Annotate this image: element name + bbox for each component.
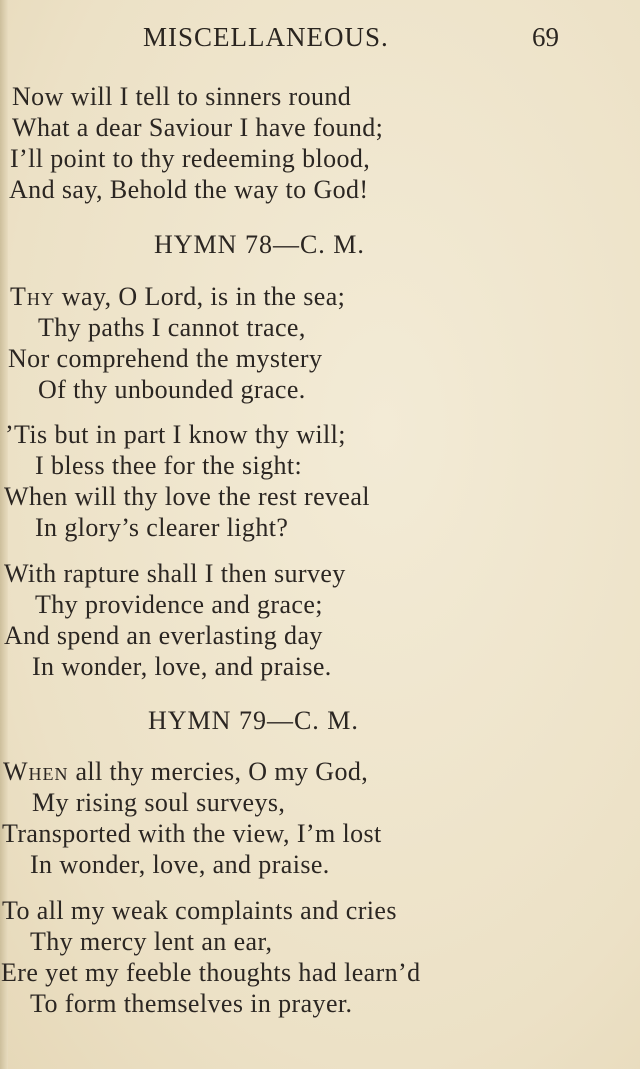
hymn-78-title: HYMN 78—C. M. <box>154 230 365 259</box>
verse-line: Thy providence and grace; <box>35 590 323 619</box>
running-head: MISCELLANEOUS. <box>143 22 389 52</box>
verse-line: Thy paths I cannot trace, <box>38 313 306 342</box>
line-rest: way, O Lord, is in the sea; <box>54 282 346 311</box>
verse-line: With rapture shall I then survey <box>4 559 346 588</box>
page-header <box>0 22 640 56</box>
verse-line: I’ll point to thy redeeming blood, <box>10 144 371 173</box>
verse-line: In glory’s clearer light? <box>35 513 289 542</box>
verse-line: My rising soul surveys, <box>32 788 286 817</box>
verse-line: Of thy unbounded grace. <box>38 375 306 404</box>
verse-line: Nor comprehend the mystery <box>8 344 323 373</box>
verse-line: I bless thee for the sight: <box>35 451 303 480</box>
verse-line: What a dear Saviour I have found; <box>12 113 384 142</box>
verse-line: To all my weak complaints and cries <box>2 896 397 925</box>
page-number: 69 <box>532 22 559 52</box>
hymn-79-title: HYMN 79—C. M. <box>148 706 359 735</box>
first-word: When <box>3 757 69 786</box>
verse-line: ’Tis but in part I know thy will; <box>5 420 346 449</box>
verse-line: Thy mercy lent an ear, <box>30 927 273 956</box>
first-word: Thy <box>10 282 55 311</box>
verse-line: And spend an everlasting day <box>4 621 323 650</box>
verse-line: And say, Behold the way to God! <box>9 175 369 204</box>
verse-line: Transported with the view, I’m lost <box>2 819 382 848</box>
verse-line <box>3 757 368 787</box>
verse-line: Ere yet my feeble thoughts had learn’d <box>1 958 421 987</box>
verse-line: When will thy love the rest reveal <box>4 482 370 511</box>
verse-line: To form themselves in prayer. <box>30 989 353 1018</box>
verse-line <box>10 282 345 312</box>
verse-line: In wonder, love, and praise. <box>30 850 330 879</box>
verse-line: In wonder, love, and praise. <box>32 652 332 681</box>
line-rest: all thy mercies, O my God, <box>68 757 369 786</box>
verse-line: Now will I tell to sinners round <box>12 82 352 111</box>
